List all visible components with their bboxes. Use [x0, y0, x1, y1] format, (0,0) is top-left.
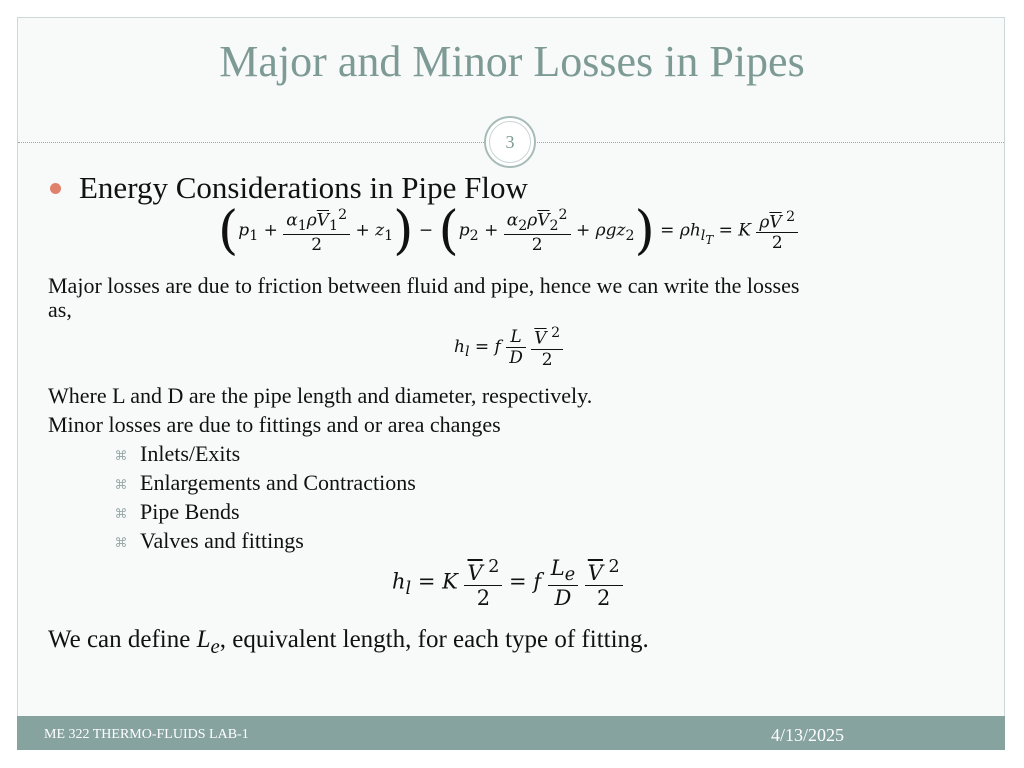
major-loss-equation: $h_l = f$ $\frac{L}{D}$ $\frac{\overline{V} ^2}{2}$ [454, 325, 563, 370]
equivalent-length-text [48, 626, 649, 659]
x-marker-icon: ⌘ [114, 477, 128, 492]
bullet-dot-icon [50, 183, 61, 194]
le-subscript: e [210, 634, 220, 658]
footer-course: ME 322 THERMO-FLUIDS LAB-1 [44, 727, 249, 742]
sub-item-enlargements: Enlargements and Contractions [140, 470, 416, 495]
minor-loss-equation: $h_l = K$ $\frac{\overline{V} ^2}{2}$ = f $\frac{L_e}{D}$ $\frac{\overline{V} ^2}{2}$ [392, 556, 623, 610]
energy-equation: ($p_1$ + $\frac{\alpha_1\rho\overline{V}_1^2}{2}$ + $z_1) - (p_2$ + $\frac{\alpha_2\rho\overline{V}_2^2}{2}$ + $\rho gz_2) = \rho h_{l_T} = K$ $\frac{\rho\overline{V} ^2}{2}$ [218, 205, 798, 257]
sub-item-inlets: Inlets/Exits [140, 441, 241, 466]
footer-date: 4/13/2025 [771, 725, 845, 745]
page-number-badge [484, 116, 536, 168]
page-number: 3 [489, 121, 531, 163]
slide-title: Major and Minor Losses in Pipes [219, 37, 805, 86]
where-text: Where L and D are the pipe length and diameter, respectively. [48, 383, 593, 408]
sub-item-bends: Pipe Bends [140, 499, 240, 524]
le-symbol: L [196, 626, 211, 653]
major-losses-text-cont: as, [48, 297, 72, 322]
major-losses-text: Major losses are due to friction between fluid and pipe, hence we can write the losses [48, 273, 800, 298]
final-suffix: , equivalent length, for each type of fitting. [219, 626, 649, 653]
x-marker-icon: ⌘ [114, 535, 128, 550]
final-prefix: We can define [48, 626, 197, 653]
bullet-heading: Energy Considerations in Pipe Flow [79, 170, 528, 205]
x-marker-icon: ⌘ [114, 448, 128, 463]
minor-losses-text: Minor losses are due to fittings and or area changes [48, 412, 501, 437]
sub-item-valves: Valves and fittings [140, 528, 304, 553]
x-marker-icon: ⌘ [114, 506, 128, 521]
